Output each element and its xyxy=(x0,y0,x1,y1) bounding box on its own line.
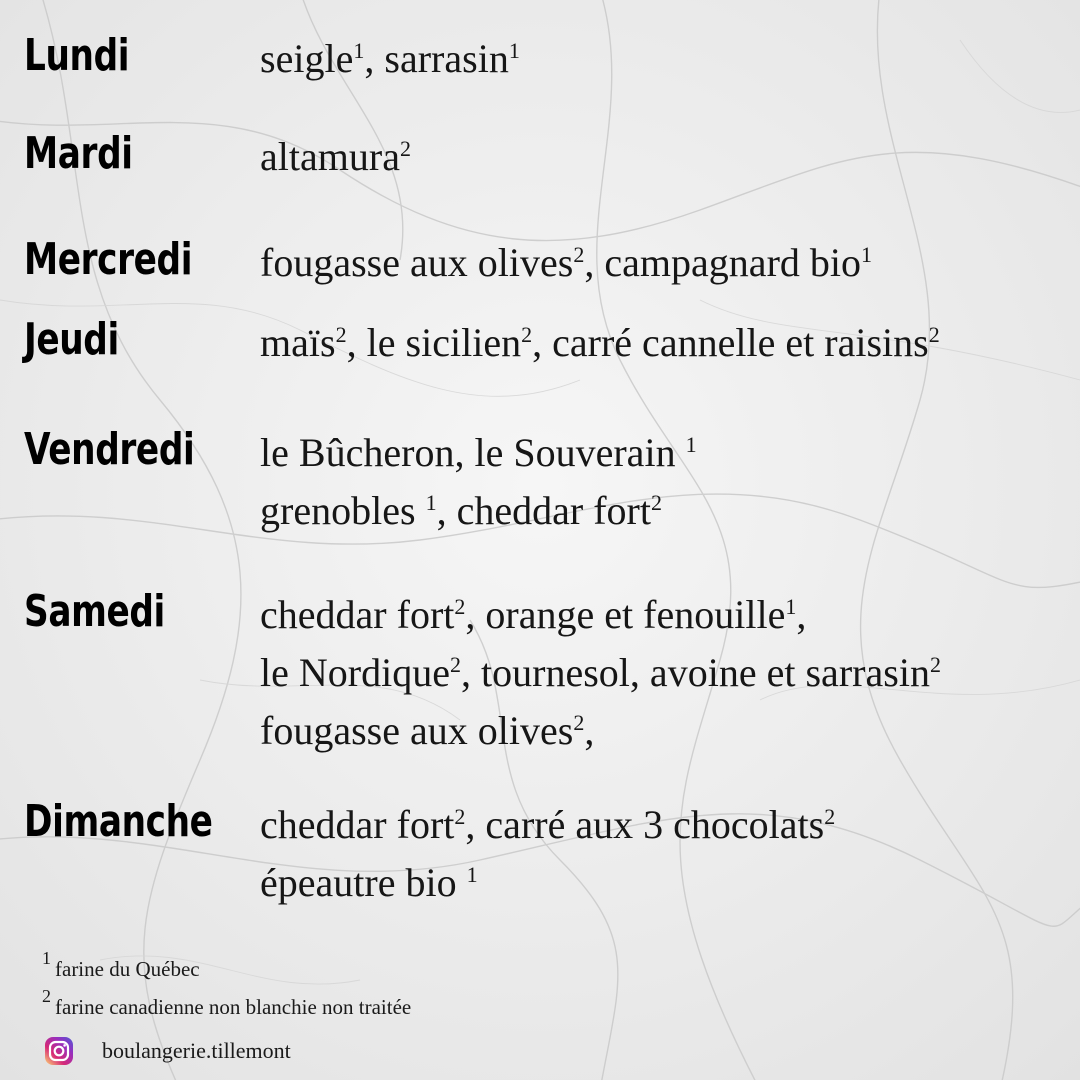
bread-line: cheddar fort$^2$, orange et fenouille$^1$, xyxy=(260,592,807,637)
bread-list xyxy=(260,128,1075,186)
day-label: Lundi xyxy=(24,30,130,81)
bread-line: fougasse aux olives$^2$, campagnard bio$^1$ xyxy=(260,240,873,285)
bread-list xyxy=(260,796,1075,912)
bread-list xyxy=(260,424,1075,540)
instagram-icon xyxy=(44,1036,74,1066)
bread-line: grenobles $^1$, cheddar fort$^2$ xyxy=(260,488,662,533)
footnote-text: farine canadienne non blanchie non traitée xyxy=(55,995,412,1019)
footnote-2 xyxy=(42,986,411,1020)
day-label: Samedi xyxy=(24,586,165,637)
day-label: Mercredi xyxy=(24,234,193,285)
bread-list xyxy=(260,30,1075,88)
bread-list xyxy=(260,586,1075,760)
bread-list xyxy=(260,234,1075,292)
footnote-number: 2 xyxy=(42,986,51,1006)
bread-line: le Bûcheron, le Souverain $^1$ xyxy=(260,430,697,475)
bread-line: épeautre bio $^1$ xyxy=(260,860,478,905)
day-label: Jeudi xyxy=(24,314,119,365)
footnote-text: farine du Québec xyxy=(55,957,200,981)
bread-line: altamura$^2$ xyxy=(260,134,411,179)
social-handle[interactable] xyxy=(44,1036,291,1066)
bread-list xyxy=(260,314,1075,372)
instagram-handle: boulangerie.tillemont xyxy=(102,1038,291,1063)
day-label: Dimanche xyxy=(24,796,213,847)
bread-line: maïs$^2$, le sicilien$^2$, carré cannelle et raisins$^2$ xyxy=(260,320,940,365)
footnote-1 xyxy=(42,948,200,982)
day-label: Mardi xyxy=(24,128,133,179)
bread-line: fougasse aux olives$^2$, xyxy=(260,708,595,753)
footnote-number: 1 xyxy=(42,948,51,968)
bread-line: seigle$^1$, sarrasin$^1$ xyxy=(260,36,520,81)
bread-line: cheddar fort$^2$, carré aux 3 chocolats$^2$ xyxy=(260,802,836,847)
bread-line: le Nordique$^2$, tournesol, avoine et sarrasin$^2$ xyxy=(260,650,941,695)
day-label: Vendredi xyxy=(24,424,195,475)
